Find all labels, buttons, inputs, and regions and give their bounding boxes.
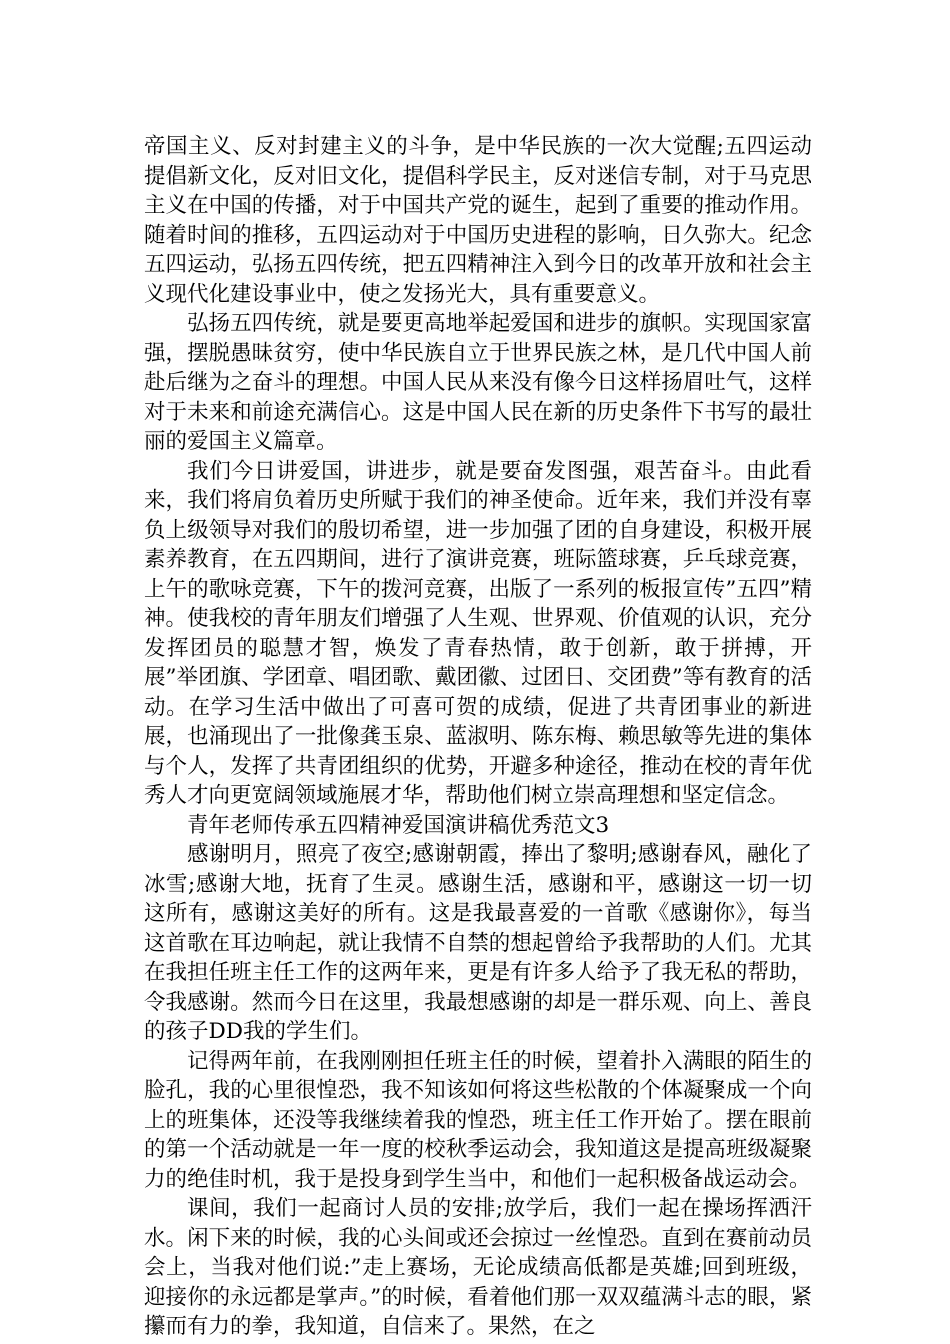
paragraph-4: 感谢明月，照亮了夜空;感谢朝霞，捧出了黎明;感谢春风，融化了冰雪;感谢大地，抚育了生灵。感谢生活，感谢和平，感谢这一切一切这所有，感谢这美好的所有。这是我最喜爱的一首歌《感谢你》，每当这首歌在耳边响起，就让我情不自禁的想起曾给予我帮助的人们。尤其在我担任班主任工作的这两年来，更是有许多人给予了我无私的帮助，令我感谢。然而今日在这里，我最想感谢的却是一群乐观、向上、善良的孩子DD我的学生们。 xyxy=(144,842,812,1044)
paragraph-1: 帝国主义、反对封建主义的斗争，是中华民族的一次大觉醒;五四运动提倡新文化，反对旧文化，提倡科学民主，反对迷信专制，对于马克思主义在中国的传播，对于中国共产党的诞生，起到了重要的推动作用。随着时间的推移，五四运动对于中国历史进程的影响，日久弥大。纪念五四运动，弘扬五四传统，把五四精神注入到今日的改革开放和社会主义现代化建设事业中，使之发扬光大，具有重要意义。 xyxy=(144,134,812,307)
paragraph-6: 课间，我们一起商讨人员的安排;放学后，我们一起在操场挥洒汗水。闲下来的时候，我的心头间或还会掠过一丝惶恐。直到在赛前动员会上，当我对他们说:”走上赛场，无论成绩高低都是英雄;回到班级，迎接你的永远都是掌声。”的时候，看着他们那一双双蕴满斗志的眼，紧攥而有力的拳，我知道，自信来了。果然，在之 xyxy=(144,1196,812,1339)
section-heading: 青年老师传承五四精神爱国演讲稿优秀范文3 xyxy=(187,812,610,838)
document-body xyxy=(144,132,812,1342)
paragraph-5: 记得两年前，在我刚刚担任班主任的时候，望着扑入满眼的陌生的脸孔，我的心里很惶恐，我不知该如何将这些松散的个体凝聚成一个向上的班集体，还没等我继续着我的惶恐，班主任工作开始了。摆在眼前的第一个活动就是一年一度的校秋季运动会，我知道这是提高班级凝聚力的绝佳时机，我于是投身到学生当中，和他们一起积极备战运动会。 xyxy=(144,1048,812,1192)
paragraph-2: 弘扬五四传统，就是要更高地举起爱国和进步的旗帜。实现国家富强，摆脱愚昧贫穷，使中华民族自立于世界民族之林，是几代中国人前赴后继为之奋斗的理想。中国人民从来没有像今日这样扬眉吐气，这样对于未来和前途充满信心。这是中国人民在新的历史条件下书写的最壮丽的爱国主义篇章。 xyxy=(144,311,812,454)
paragraph-3: 我们今日讲爱国，讲进步，就是要奋发图强，艰苦奋斗。由此看来，我们将肩负着历史所赋于我们的神圣使命。近年来，我们并没有辜负上级领导对我们的殷切希望，进一步加强了团的自身建设，积极开展素养教育，在五四期间，进行了演讲竞赛，班际篮球赛，乒乓球竞赛，上午的歌咏竞赛，下午的拨河竞赛，出版了一系列的板报宣传”五四”精神。使我校的青年朋友们增强了人生观、世界观、价值观的认识，充分发挥团员的聪慧才智，焕发了青春热情，敢于创新，敢于拼搏，开展”举团旗、学团章、唱团歌、戴团徽、过团日、交团费”等有教育的活动。在学习生活中做出了可喜可贺的成绩，促进了共青团事业的新进展，也涌现出了一批像龚玉泉、蓝淑明、陈东梅、赖思敏等先进的集体与个人，发挥了共青团组织的优势，开避多种途径，推动在校的青年优秀人才向更宽阔领域施展才华，帮助他们树立崇高理想和坚定信念。 xyxy=(144,458,812,808)
